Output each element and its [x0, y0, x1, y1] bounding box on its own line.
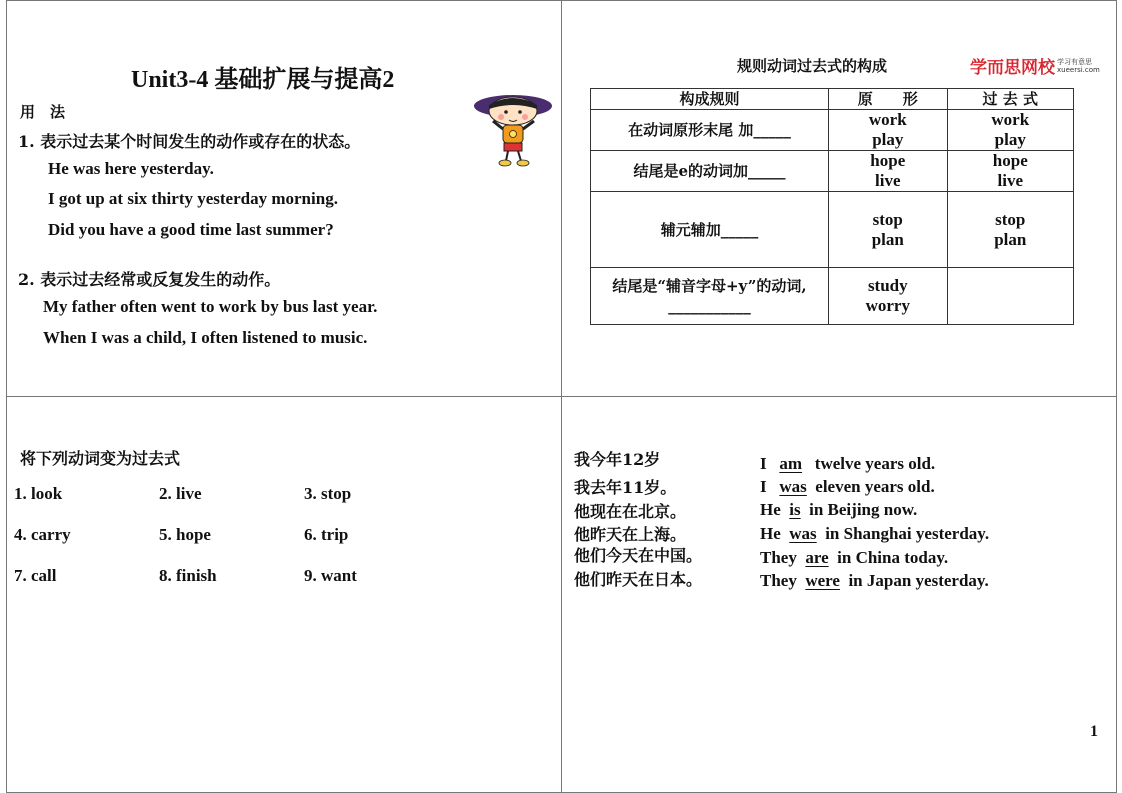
rule-cell: 结尾是“辅音字母+y”的动词, ___________: [591, 268, 829, 325]
english-sentence: I am twelve years old.: [760, 454, 936, 473]
filled-verb: am: [779, 454, 803, 473]
chinese-sentence: 他们今天在中国。: [574, 546, 703, 565]
page-number: 1: [1090, 723, 1098, 740]
list-item: 5. hope: [159, 525, 211, 544]
table-header-row: [591, 89, 1074, 110]
exercise-panel: [6, 396, 562, 793]
table-row: [591, 192, 1074, 268]
example-sentence: He was here yesterday.: [48, 159, 214, 178]
table-row: [591, 151, 1074, 192]
column-header: 构成规则: [591, 89, 829, 110]
brand-site: xueersi.com: [1057, 66, 1100, 74]
brand-name: 学而思网校: [970, 58, 1055, 78]
base-form-cell: hope live: [829, 151, 948, 192]
filled-verb: are: [805, 548, 829, 567]
usage-panel: [6, 0, 562, 397]
rules-panel: [561, 0, 1117, 397]
list-item: 8. finish: [159, 566, 217, 585]
list-item: 1. look: [14, 484, 63, 503]
past-tense-rules-table: [590, 88, 1074, 325]
column-header: 原 形: [829, 89, 948, 110]
english-sentence: They are in China today.: [760, 548, 949, 567]
brand-subtitle: [1057, 58, 1100, 74]
english-sentence: He is in Beijing now.: [760, 500, 918, 519]
example-sentence: My father often went to work by bus last year.: [43, 297, 378, 316]
rule-cell: 结尾是e的动词加_____: [591, 151, 829, 192]
filled-verb: was: [779, 477, 807, 496]
list-item: 2. live: [159, 484, 202, 503]
table-row: [591, 268, 1074, 325]
list-item: 6. trip: [304, 525, 349, 544]
usage-point-2: 2. 表示过去经常或反复发生的动作。: [18, 270, 281, 289]
chinese-sentence: 我今年12岁: [574, 450, 661, 469]
base-form-cell: work play: [829, 110, 948, 151]
chinese-sentence: 他昨天在上海。: [574, 525, 687, 544]
list-item: 9. want: [304, 566, 357, 585]
english-sentence: I was eleven years old.: [760, 477, 935, 496]
exercise-instruction: 将下列动词变为过去式: [20, 449, 181, 468]
girl-cartoon-icon: [473, 91, 555, 169]
example-sentence: Did you have a good time last summer?: [48, 220, 334, 239]
english-sentence: He was in Shanghai yesterday.: [760, 524, 990, 543]
list-item: 3. stop: [304, 484, 352, 503]
past-form-cell: [947, 268, 1073, 325]
chinese-sentence: 我去年11岁。: [574, 478, 677, 497]
translation-panel: [561, 396, 1117, 793]
rule-cell: 在动词原形末尾 加_____: [591, 110, 829, 151]
page-title: Unit3-4 基础扩展与提高2: [131, 67, 395, 93]
brand-logo: [970, 53, 1055, 78]
example-sentence: I got up at six thirty yesterday morning.: [48, 189, 338, 208]
filled-verb: were: [805, 571, 840, 590]
filled-verb: is: [789, 500, 801, 519]
list-item: 7. call: [14, 566, 57, 585]
past-form-cell: hope live: [947, 151, 1073, 192]
past-form-cell: stop plan: [947, 192, 1073, 268]
example-sentence: When I was a child, I often listened to music.: [43, 328, 368, 347]
chinese-sentence: 他现在在北京。: [574, 502, 687, 521]
usage-point-1: 1. 表示过去某个时间发生的动作或存在的状态。: [18, 132, 361, 151]
rule-cell: 辅元辅加_____: [591, 192, 829, 268]
usage-label: 用 法: [20, 103, 66, 121]
filled-verb: was: [789, 524, 817, 543]
column-header: 过 去 式: [947, 89, 1073, 110]
english-sentence: They were in Japan yesterday.: [760, 571, 989, 590]
base-form-cell: study worry: [829, 268, 948, 325]
table-row: [591, 110, 1074, 151]
brand-slogan: 学习有意思: [1057, 58, 1092, 66]
past-form-cell: work play: [947, 110, 1073, 151]
chinese-sentence: 他们昨天在日本。: [574, 570, 703, 589]
rules-heading: 规则动词过去式的构成: [737, 57, 888, 75]
base-form-cell: stop plan: [829, 192, 948, 268]
list-item: 4. carry: [14, 525, 71, 544]
